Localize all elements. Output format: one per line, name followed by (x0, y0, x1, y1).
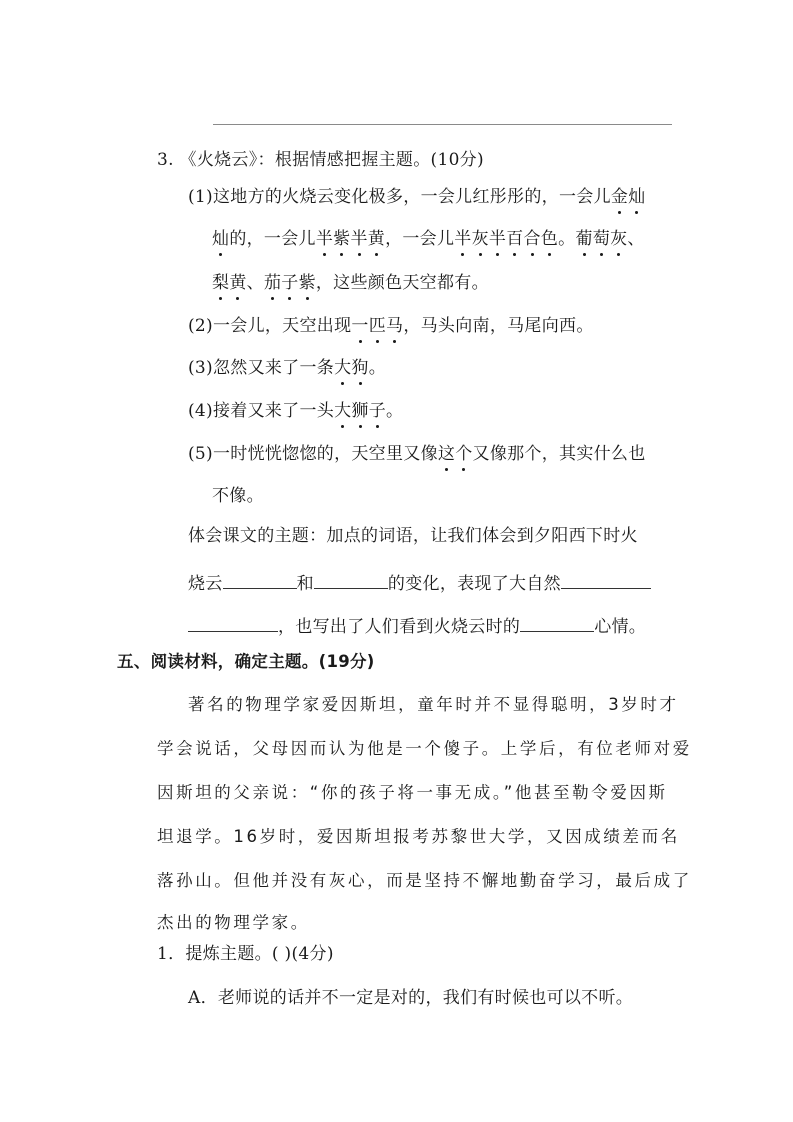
emphasis-dot-char: 茄 (263, 273, 282, 293)
emphasis-dot-char: 百 (506, 229, 524, 249)
blank-2[interactable] (314, 571, 388, 589)
passage-line: 杰出的物理学家。 (157, 913, 310, 932)
emphasis-dot-char: 半 (488, 229, 507, 249)
item-1-line: (1)这地方的火烧云变化极多，一会儿红彤彤的，一会儿金灿 (188, 187, 646, 207)
emphasis-dot-char: 这 (437, 444, 456, 464)
item-number: (5) (188, 444, 213, 464)
emphasis-dot-char: 大 (334, 358, 352, 378)
section-5-title: 五、阅读材料，确定主题。(19分) (117, 652, 375, 671)
item-3-line: (3)忽然又来了一条大狗。 (188, 358, 387, 378)
emphasis-dot-char: 葡 (575, 229, 593, 249)
emphasis-dot-char: 半 (350, 229, 368, 249)
emphasis-dot-char: 个 (455, 444, 473, 464)
question-1-title: 1．提炼主题。( )(4分) (157, 944, 334, 964)
item-1-line: 梨黄、茄子紫，这些颜色天空都有。 (212, 273, 489, 293)
emphasis-dot-char: 黄 (229, 273, 247, 293)
passage-line: 坦退学。16岁时，爱因斯坦报考苏黎世大学，又因成绩差而名 (157, 827, 680, 846)
emphasis-dot-char: 灰 (610, 229, 628, 249)
emphasis-dot-char: 马 (386, 316, 404, 336)
question-3-title: 3. 《火烧云》：根据情感把握主题。(10分) (157, 150, 484, 170)
emphasis-dot-char: 色 (540, 229, 559, 249)
passage-line: 落孙山。但他并没有灰心，而是坚持不懈地勤奋学习，最后成了 (157, 871, 692, 890)
emphasis-dot-char: 合 (523, 229, 541, 249)
emphasis-dot-char: 灿 (212, 229, 230, 249)
emphasis-dot-char: 子 (368, 401, 387, 421)
blank-1[interactable] (223, 571, 297, 589)
item-number: (3) (188, 358, 213, 378)
theme-line-1: 体会课文的主题：加点的词语，让我们体会到夕阳西下时火 (188, 526, 638, 546)
emphasis-dot-char: 半 (315, 229, 334, 249)
emphasis-dot-char: 梨 (212, 273, 230, 293)
emphasis-dot-char: 狗 (351, 358, 369, 378)
item-2-line: (2)一会儿，天空出现一匹马，马头向南，马尾向西。 (188, 316, 594, 336)
emphasis-dot-char: 匹 (368, 316, 387, 336)
emphasis-dot-char: 紫 (333, 229, 351, 249)
emphasis-dot-char: 灰 (471, 229, 489, 249)
item-number: (2) (188, 316, 213, 336)
blank-4[interactable] (520, 614, 594, 632)
emphasis-dot-char: 金 (610, 187, 629, 207)
emphasis-dot-char: 子 (281, 273, 299, 293)
option-a[interactable]: A．老师说的话并不一定是对的，我们有时候也可以不听。 (188, 988, 634, 1008)
item-number: (4) (188, 401, 213, 421)
item-5-line: (5)一时恍恍惚惚的，天空里又像这个又像那个，其实什么也 (188, 444, 646, 464)
answer-line (213, 124, 672, 125)
item-1-line: 灿的，一会儿半紫半黄，一会儿半灰半百合色。葡萄灰、 (212, 229, 645, 249)
emphasis-dot-char: 紫 (298, 273, 316, 293)
passage-line: 学会说话，父母因而认为他是一个傻子。上学后，有位老师对爱 (157, 739, 692, 758)
item-5-line: 不像。 (212, 486, 264, 506)
theme-line-2: 烧云 和 的变化，表现了大自然 (188, 571, 651, 595)
emphasis-dot-char: 萄 (592, 229, 611, 249)
emphasis-dot-char: 一 (351, 316, 369, 336)
theme-line-3: ，也写出了人们看到火烧云时的 心情。 (188, 614, 646, 638)
blank-3[interactable] (561, 571, 651, 589)
blank-3-cont[interactable] (188, 614, 278, 632)
emphasis-dot-char: 半 (454, 229, 472, 249)
item-4-line: (4)接着又来了一头大狮子。 (188, 401, 404, 421)
emphasis-dot-char: 黄 (367, 229, 386, 249)
emphasis-dot-char: 狮 (351, 401, 369, 421)
emphasis-dot-char: 灿 (628, 187, 646, 207)
passage-line: 因斯坦的父亲说：“你的孩子将一事无成。”他甚至勒令爱因斯 (157, 783, 668, 802)
emphasis-dot-char: 大 (334, 401, 352, 421)
passage-line: 著名的物理学家爱因斯坦，童年时并不显得聪明，3岁时才 (188, 695, 679, 714)
item-number: (1) (188, 187, 213, 207)
